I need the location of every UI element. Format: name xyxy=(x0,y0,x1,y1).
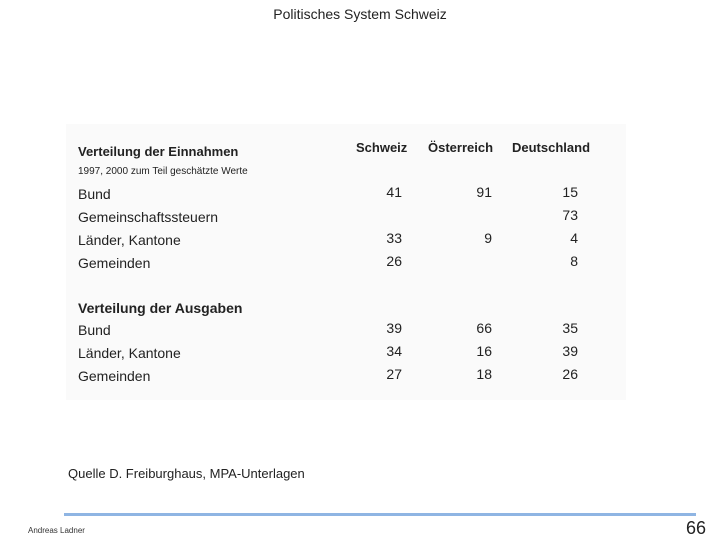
footer-author: Andreas Ladner xyxy=(28,526,85,535)
column-header-oesterreich: Österreich xyxy=(428,140,494,155)
income-section-title: Verteilung der Einnahmen xyxy=(78,144,239,159)
expenses-section-title: Verteilung der Ausgaben xyxy=(78,300,243,316)
scanned-table-image xyxy=(66,124,626,400)
expenses-cell: 34 xyxy=(386,343,402,359)
income-cell: 41 xyxy=(386,184,402,200)
income-row-label: Gemeinden xyxy=(78,255,151,271)
income-row-label: Gemeinschaftssteuern xyxy=(78,209,219,225)
expenses-cell: 39 xyxy=(562,343,578,359)
income-cell: 73 xyxy=(562,207,578,223)
income-cell: 4 xyxy=(570,230,578,246)
expenses-cell: 66 xyxy=(476,320,492,336)
page-title: Politisches System Schweiz xyxy=(273,6,447,22)
expenses-cell: 27 xyxy=(386,366,402,382)
footer-divider xyxy=(64,513,696,516)
income-section-subtitle: 1997, 2000 zum Teil geschätzte Werte xyxy=(78,166,248,177)
source-citation: Quelle D. Freiburghaus, MPA-Unterlagen xyxy=(68,466,305,481)
expenses-cell: 26 xyxy=(562,366,578,382)
income-cell: 9 xyxy=(484,230,492,246)
expenses-row-label: Gemeinden xyxy=(78,368,151,384)
expenses-row-label: Länder, Kantone xyxy=(78,345,181,361)
income-row-label: Länder, Kantone xyxy=(78,232,181,248)
column-header-schweiz: Schweiz xyxy=(356,140,408,155)
income-row-label: Bund xyxy=(78,186,111,202)
income-cell: 15 xyxy=(562,184,578,200)
expenses-cell: 16 xyxy=(476,343,492,359)
distribution-table xyxy=(66,124,626,400)
expenses-row-label: Bund xyxy=(78,322,111,338)
income-cell: 26 xyxy=(386,253,402,269)
expenses-cell: 35 xyxy=(562,320,578,336)
column-header-deutschland: Deutschland xyxy=(512,140,591,155)
page-number: 66 xyxy=(685,518,706,538)
income-cell: 8 xyxy=(570,253,578,269)
income-cell: 33 xyxy=(386,230,402,246)
expenses-cell: 39 xyxy=(386,320,402,336)
income-cell: 91 xyxy=(476,184,492,200)
expenses-cell: 18 xyxy=(476,366,492,382)
